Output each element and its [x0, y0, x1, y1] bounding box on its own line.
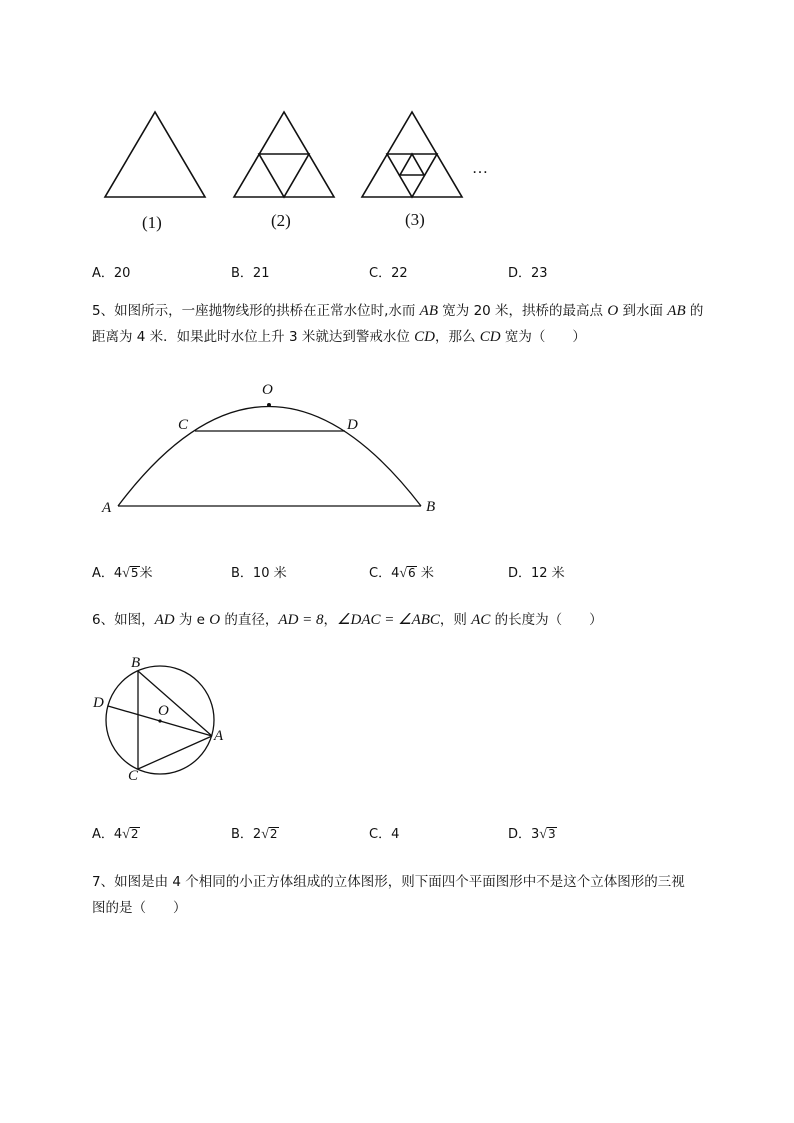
label-d: D [93, 695, 104, 711]
figure-label-1: (1) [142, 213, 162, 232]
label-d: D [347, 417, 358, 433]
q7-line-2: 图的是（ ） [92, 900, 187, 916]
q4-option-a[interactable]: A．20 [92, 266, 131, 281]
figure-label-3: (3) [405, 210, 425, 229]
label-o: O [158, 703, 169, 719]
q5-options [92, 562, 732, 582]
circle-figure [0, 650, 794, 790]
q6-option-c[interactable]: C．4 [369, 827, 400, 842]
figure-label-2: (2) [271, 211, 291, 230]
point-o [267, 403, 271, 407]
q6-options [92, 823, 732, 843]
parabola-bridge-figure [0, 375, 794, 525]
triangle-2-inner [259, 154, 309, 197]
q4-option-d[interactable]: D．23 [508, 266, 548, 281]
q5-line-2: 距离为 4 米．如果此时水位上升 3 米就达到警戒水位 CD，那么 CD 宽为（ ） [92, 329, 586, 345]
q7-line-1: 7、如图是由 4 个相同的小正方体组成的立体图形，则下面四个平面图形中不是这个立体图形的三视 [92, 874, 685, 890]
chord-ca [138, 736, 212, 769]
label-a: A [102, 500, 112, 516]
q5-option-b[interactable]: B．10 米 [231, 566, 287, 581]
triangle-3-inner [400, 154, 424, 175]
label-c: C [128, 768, 139, 784]
q5-line-1: 5、如图所示，一座抛物线形的拱桥在正常水位时,水而 AB 宽为 20 米，拱桥的最高点 O 到水面 AB 的 [92, 303, 704, 319]
label-a: A [214, 728, 224, 744]
triangle-figures [0, 0, 794, 250]
q4-option-c[interactable]: C．22 [369, 266, 408, 281]
q6-option-a[interactable]: A．4√2 [92, 827, 139, 842]
q5-option-a[interactable]: A．4√5米 [92, 566, 153, 581]
q6-option-d[interactable]: D．3√3 [508, 827, 556, 842]
label-b: B [131, 655, 141, 671]
q4-option-b[interactable]: B．21 [231, 266, 270, 281]
label-c: C [178, 417, 189, 433]
label-o: O [262, 382, 273, 398]
q6-option-b[interactable]: B．2√2 [231, 827, 278, 842]
q5-option-d[interactable]: D．12 米 [508, 566, 565, 581]
q6-line-1: 6、如图，AD 为 e O 的直径，AD = 8，∠DAC = ∠ABC，则 AC 的长度为（ ） [92, 612, 603, 628]
figure-ellipsis: … [472, 160, 488, 177]
q5-option-c[interactable]: C．4√6 米 [369, 566, 434, 581]
parabola-arch [118, 407, 421, 507]
triangle-1 [105, 112, 205, 197]
chord-ba [138, 671, 212, 736]
q4-options [92, 262, 732, 282]
label-b: B [426, 499, 436, 515]
